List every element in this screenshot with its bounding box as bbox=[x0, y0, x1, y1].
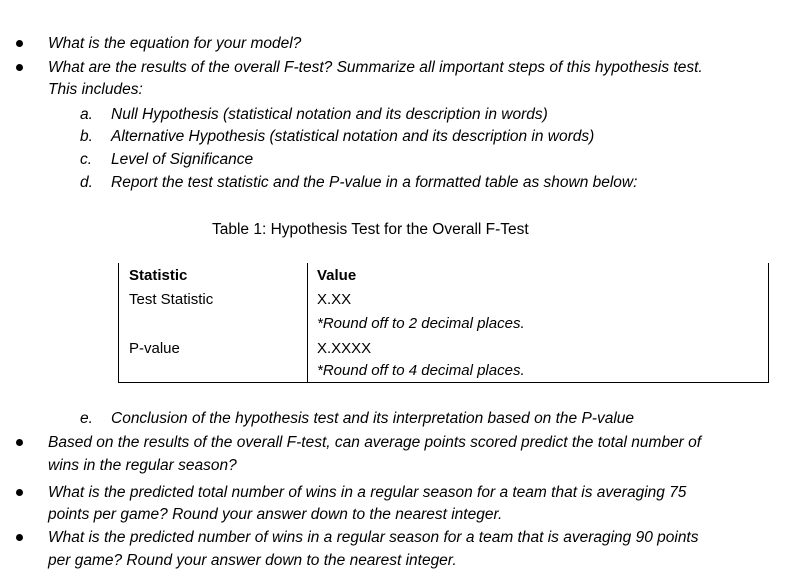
table-bottom-border bbox=[118, 382, 769, 383]
sub-label-e: e. bbox=[80, 410, 93, 427]
table-cell-test-statistic-value: X.XX bbox=[317, 291, 352, 308]
table-cell-test-statistic-note: *Round off to 2 decimal places. bbox=[317, 315, 525, 332]
bullet-4 bbox=[16, 489, 23, 496]
bullet-5 bbox=[16, 534, 23, 541]
sub-label-d: d. bbox=[80, 174, 93, 191]
table-cell-p-value-value: X.XXXX bbox=[317, 340, 372, 357]
table-caption: Table 1: Hypothesis Test for the Overall F-Test bbox=[212, 221, 529, 238]
table-header-statistic: Statistic bbox=[129, 267, 188, 284]
sub-item-a: Null Hypothesis (statistical notation and its description in words) bbox=[111, 106, 548, 123]
sub-label-c: c. bbox=[80, 151, 93, 168]
bullet-3 bbox=[16, 439, 23, 446]
question-prediction-1: Based on the results of the overall F-test, can average points scored predict the total number of bbox=[48, 434, 702, 451]
table-right-border bbox=[768, 263, 769, 383]
question-f-test: What are the results of the overall F-test? Summarize all important steps of this hypothesis test. bbox=[48, 59, 703, 76]
sub-label-b: b. bbox=[80, 128, 93, 145]
question-equation: What is the equation for your model? bbox=[48, 35, 302, 52]
table-cell-test-statistic: Test Statistic bbox=[129, 291, 214, 308]
sub-item-c: Level of Significance bbox=[111, 151, 254, 168]
bullet-1 bbox=[16, 40, 23, 47]
sub-item-b: Alternative Hypothesis (statistical notation and its description in words) bbox=[111, 128, 595, 145]
question-prediction-75: What is the predicted total number of wins in a regular season for a team that is averaging 75 bbox=[48, 484, 687, 501]
question-prediction-90-cont: per game? Round your answer down to the nearest integer. bbox=[48, 552, 457, 569]
table-cell-p-value-note: *Round off to 4 decimal places. bbox=[317, 362, 525, 379]
question-prediction-90: What is the predicted number of wins in a regular season for a team that is averaging 90 points bbox=[48, 529, 699, 546]
question-f-test-cont: This includes: bbox=[48, 81, 143, 98]
sub-label-a: a. bbox=[80, 106, 93, 123]
question-prediction-1-cont: wins in the regular season? bbox=[48, 457, 237, 474]
question-prediction-75-cont: points per game? Round your answer down to the nearest integer. bbox=[48, 506, 503, 523]
table-column-divider bbox=[307, 263, 308, 383]
table-header-value: Value bbox=[317, 267, 357, 284]
table-cell-p-value: P-value bbox=[129, 340, 180, 357]
table-left-border bbox=[118, 263, 119, 383]
bullet-2 bbox=[16, 64, 23, 71]
sub-item-e: Conclusion of the hypothesis test and its interpretation based on the P-value bbox=[111, 410, 635, 427]
sub-item-d: Report the test statistic and the P-value in a formatted table as shown below: bbox=[111, 174, 638, 191]
